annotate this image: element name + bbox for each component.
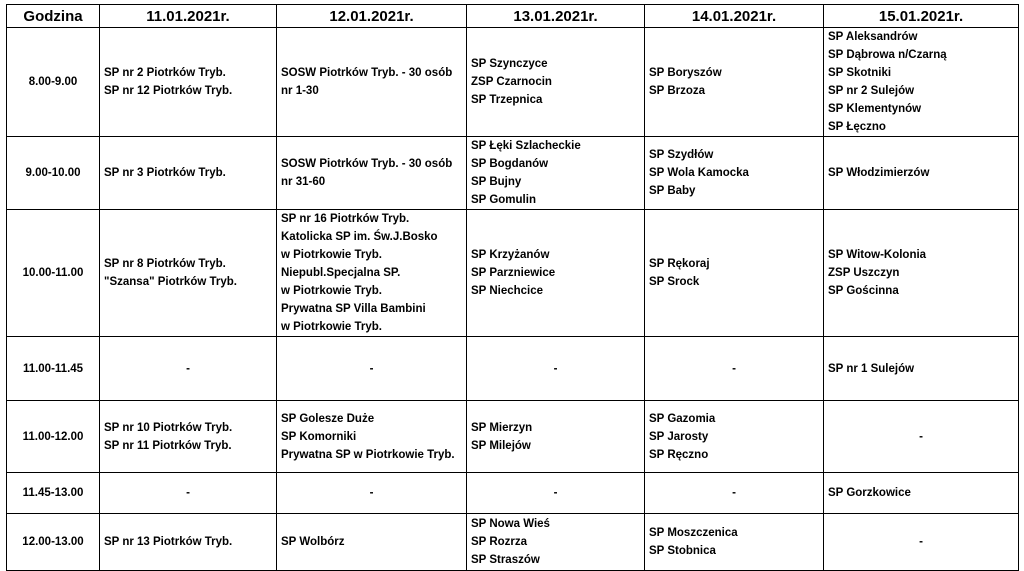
schedule-cell <box>277 28 467 137</box>
schedule-cell <box>645 473 824 514</box>
header-date: 15.01.2021r. <box>824 5 1019 28</box>
header-date: 11.01.2021r. <box>100 5 277 28</box>
school-entry: SP Gazomia <box>649 412 716 425</box>
schedule-cell <box>467 137 645 210</box>
table-row <box>7 473 1019 514</box>
school-entry: SP Straszów <box>471 554 540 566</box>
school-entry: SP Trzepnica <box>471 94 543 106</box>
empty-dash: - <box>732 362 736 375</box>
schedule-cell <box>824 337 1019 401</box>
schedule-cell <box>824 28 1019 137</box>
school-entry: SP nr 10 Piotrków Tryb. <box>104 421 233 434</box>
school-entry: Prywatna SP Villa Bambini <box>281 303 426 315</box>
schedule-cell <box>100 514 277 571</box>
empty-dash: - <box>553 362 558 375</box>
school-entry: nr 1-30 <box>281 85 319 97</box>
schedule-cell <box>467 337 645 401</box>
empty-dash: - <box>186 362 190 375</box>
school-entry: SP Witow-Kolonia <box>828 249 927 261</box>
school-entry: ZSP Czarnocin <box>471 76 552 88</box>
schedule-cell <box>277 473 467 514</box>
schedule-cell <box>824 514 1019 571</box>
school-entry: w Piotrkowie Tryb. <box>281 285 382 297</box>
time-slot: 10.00-11.00 <box>7 210 100 337</box>
schedule-cell <box>467 473 645 514</box>
school-entry: SP Milejów <box>471 439 531 452</box>
school-entry: SP Parzniewice <box>471 267 556 279</box>
school-entry: SP Komorniki <box>281 430 357 443</box>
school-entry: SP nr 1 Sulejów <box>828 362 915 375</box>
school-entry: nr 31-60 <box>281 176 326 188</box>
header-date: 12.01.2021r. <box>277 5 467 28</box>
school-entry: SP Ręczno <box>649 448 709 461</box>
schedule-cell <box>467 210 645 337</box>
school-entry: SP Bujny <box>471 176 522 188</box>
school-entry: SP Brzoza <box>649 85 706 97</box>
empty-dash: - <box>186 487 190 499</box>
empty-dash: - <box>919 536 923 548</box>
school-entry: SP Rozrza <box>471 536 528 548</box>
school-entry: SP Gościnna <box>828 285 899 297</box>
schedule-cell <box>645 337 824 401</box>
header-date: 14.01.2021r. <box>645 5 824 28</box>
school-entry: Niepubl.Specjalna SP. <box>281 267 401 279</box>
schedule-cell <box>467 401 645 473</box>
time-slot: 11.00-11.45 <box>7 337 100 401</box>
school-entry: SP Klementynów <box>828 103 922 115</box>
school-entry: w Piotrkowie Tryb. <box>281 321 382 333</box>
school-entry: Katolicka SP im. Św.J.Bosko <box>281 231 438 243</box>
school-entry: SP nr 3 Piotrków Tryb. <box>104 167 226 179</box>
schedule-cell <box>277 137 467 210</box>
school-entry: SP Wolbórz <box>281 536 345 548</box>
schedule-cell <box>467 514 645 571</box>
schedule-body <box>7 28 1019 571</box>
school-entry: SP Łęki Szlacheckie <box>471 140 581 152</box>
school-entry: SP Dąbrowa n/Czarną <box>828 49 947 61</box>
school-entry: SP Krzyżanów <box>471 249 550 261</box>
empty-dash: - <box>553 487 558 499</box>
empty-dash: - <box>919 430 923 443</box>
school-entry: SP Srock <box>649 276 700 288</box>
school-entry: SP nr 8 Piotrków Tryb. <box>104 258 226 270</box>
school-entry: SP Jarosty <box>649 430 709 443</box>
schedule-cell <box>277 401 467 473</box>
school-entry: SP Bogdanów <box>471 158 549 170</box>
school-entry: SP Skotniki <box>828 67 892 79</box>
schedule-cell <box>824 401 1019 473</box>
school-entry: SP nr 2 Sulejów <box>828 85 915 97</box>
time-slot: 12.00-13.00 <box>7 514 100 571</box>
schedule-cell <box>277 337 467 401</box>
school-entry: SP Boryszów <box>649 67 722 79</box>
schedule-cell <box>100 137 277 210</box>
schedule-cell <box>824 473 1019 514</box>
school-entry: SP Włodzimierzów <box>828 167 930 179</box>
school-entry: SP Baby <box>649 185 696 197</box>
time-slot: 11.00-12.00 <box>7 401 100 473</box>
school-entry: SP Aleksandrów <box>828 31 918 43</box>
school-entry: SP nr 11 Piotrków Tryb. <box>104 439 232 452</box>
schedule-cell <box>100 401 277 473</box>
schedule-table <box>6 4 1019 571</box>
school-entry: w Piotrkowie Tryb. <box>281 249 382 261</box>
school-entry: SP Niechcice <box>471 285 544 297</box>
school-entry: SP nr 13 Piotrków Tryb. <box>104 536 233 548</box>
schedule-cell <box>100 473 277 514</box>
table-row <box>7 137 1019 210</box>
empty-dash: - <box>369 362 374 375</box>
school-entry: SP Szynczyce <box>471 58 548 70</box>
table-row <box>7 210 1019 337</box>
school-entry: SP Stobnica <box>649 545 716 557</box>
schedule-cell <box>645 401 824 473</box>
schedule-cell <box>100 337 277 401</box>
schedule-cell <box>645 514 824 571</box>
school-entry: Prywatna SP w Piotrkowie Tryb. <box>281 448 455 461</box>
school-entry: SP nr 12 Piotrków Tryb. <box>104 85 233 97</box>
table-row <box>7 337 1019 401</box>
schedule-cell <box>824 137 1019 210</box>
table-row <box>7 28 1019 137</box>
schedule-cell <box>645 137 824 210</box>
school-entry: SP nr 16 Piotrków Tryb. <box>281 213 410 225</box>
schedule-cell <box>467 28 645 137</box>
school-entry: SP Łęczno <box>828 121 886 133</box>
school-entry: SP Rękoraj <box>649 258 710 270</box>
school-entry: SP Wola Kamocka <box>649 167 749 179</box>
schedule-cell <box>277 210 467 337</box>
school-entry: SP Gomulin <box>471 194 536 206</box>
time-slot: 8.00-9.00 <box>7 28 100 137</box>
empty-dash: - <box>369 487 374 499</box>
empty-dash: - <box>732 487 736 499</box>
time-slot: 9.00-10.00 <box>7 137 100 210</box>
school-entry: SP Mierzyn <box>471 421 533 434</box>
schedule-cell <box>645 28 824 137</box>
school-entry: SP Szydłów <box>649 149 714 161</box>
header-time: Godzina <box>7 5 100 28</box>
table-row <box>7 401 1019 473</box>
school-entry: SOSW Piotrków Tryb. - 30 osób <box>281 67 453 79</box>
school-entry: SP Moszczenica <box>649 527 738 539</box>
school-entry: ZSP Uszczyn <box>828 267 900 279</box>
school-entry: SP Nowa Wieś <box>471 518 550 530</box>
school-entry: SP nr 2 Piotrków Tryb. <box>104 67 226 79</box>
header-row <box>7 5 1019 28</box>
school-entry: SP Gorzkowice <box>828 487 911 499</box>
school-entry: SP Golesze Duże <box>281 412 375 425</box>
table-row <box>7 514 1019 571</box>
schedule-cell <box>824 210 1019 337</box>
time-slot: 11.45-13.00 <box>7 473 100 514</box>
schedule-cell <box>100 210 277 337</box>
header-date: 13.01.2021r. <box>467 5 645 28</box>
schedule-cell <box>645 210 824 337</box>
schedule-cell <box>100 28 277 137</box>
schedule-cell <box>277 514 467 571</box>
school-entry: "Szansa" Piotrków Tryb. <box>104 276 237 288</box>
school-entry: SOSW Piotrków Tryb. - 30 osób <box>281 158 453 170</box>
